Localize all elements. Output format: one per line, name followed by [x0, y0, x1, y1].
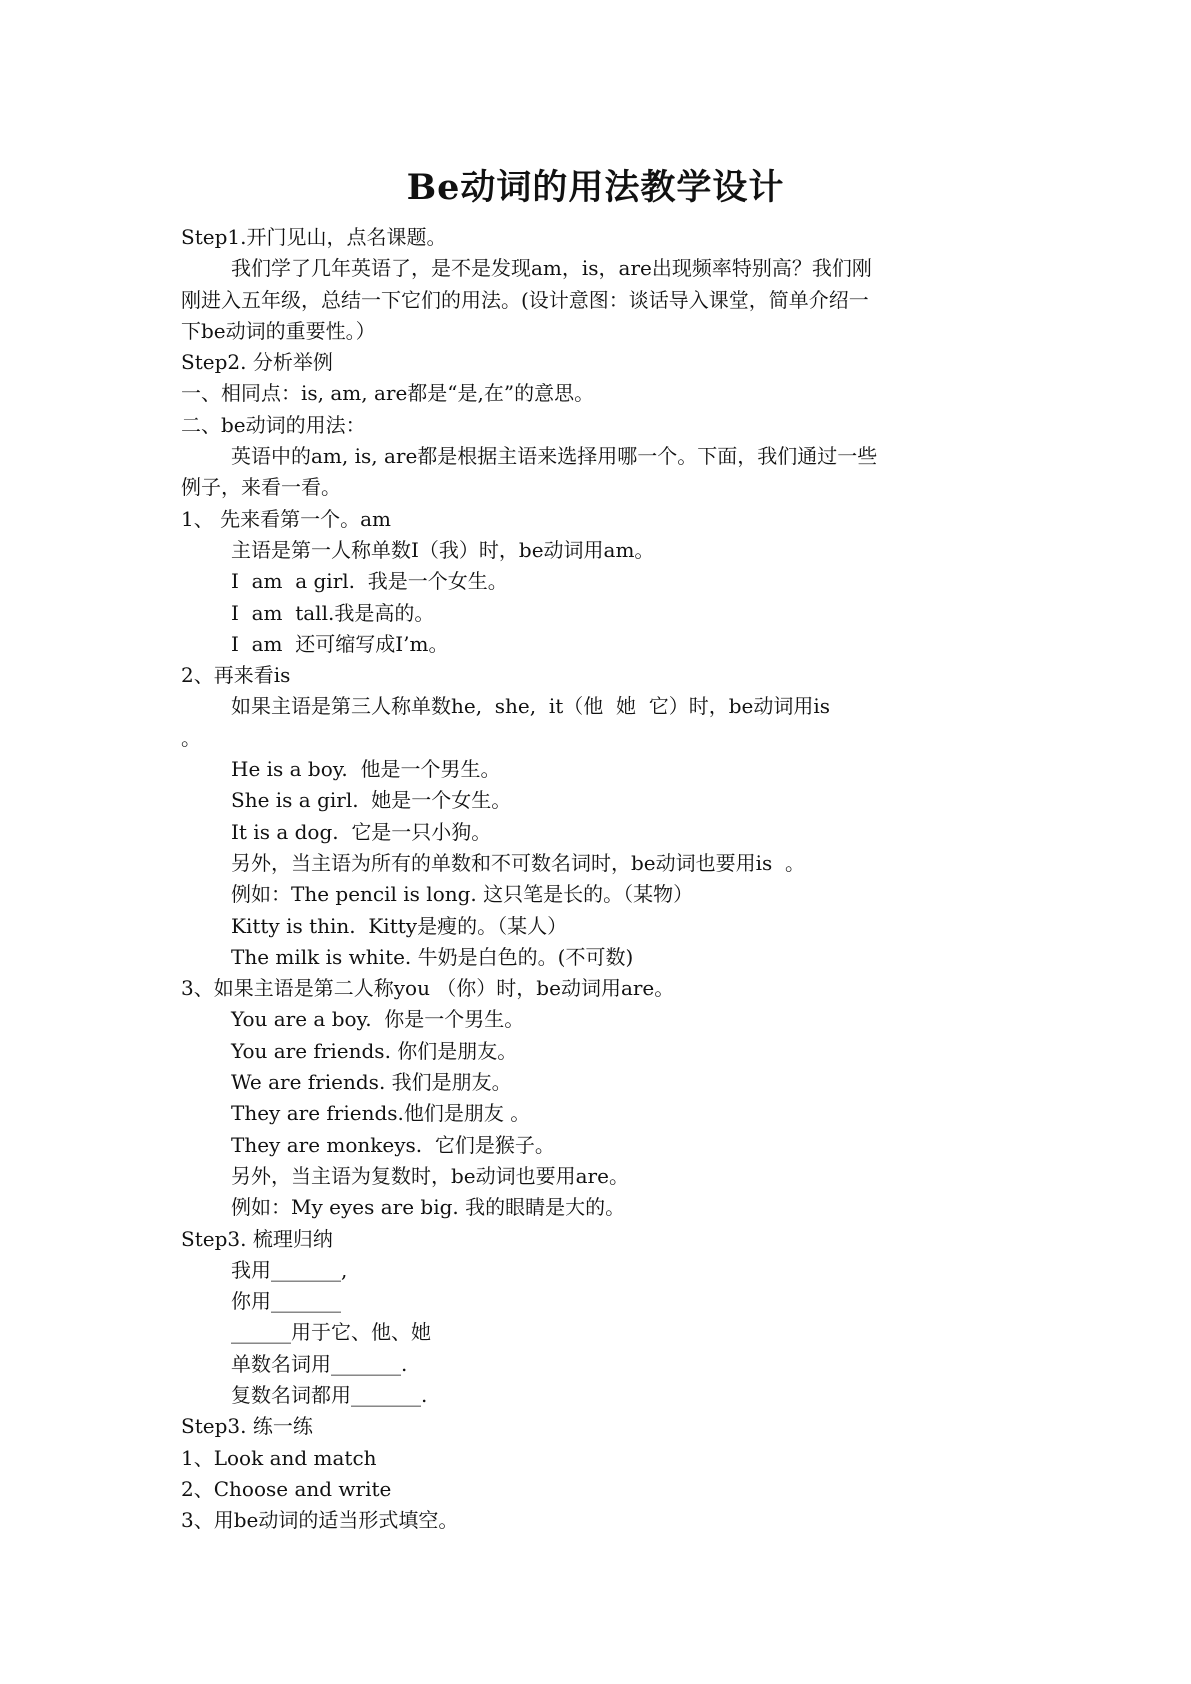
text-line: 我用_______, [231, 1257, 348, 1282]
text-line: Step2. 分析举例 [181, 350, 333, 375]
text-line: 例子，来看一看。 [181, 475, 341, 500]
text-line: 一、相同点：is, am, are都是“是,在”的意思。 [181, 381, 595, 406]
text-line: I am tall.我是高的。 [231, 600, 435, 625]
text-line: They are friends.他们是朋友 。 [231, 1101, 531, 1126]
document-body [181, 222, 1021, 1536]
text-line: 3、如果主语是第二人称you （你）时，be动词用are。 [181, 976, 675, 1001]
text-line: 2、再来看is [181, 663, 291, 688]
text-line: 例如：The pencil is long. 这只笔是长的。（某物） [231, 882, 694, 907]
text-line: 二、be动词的用法： [181, 412, 366, 437]
text-line: Step1.开门见山，点名课题。 [181, 225, 447, 249]
text-line: 复数名词都用_______. [231, 1382, 428, 1407]
text-line: We are friends. 我们是朋友。 [231, 1070, 512, 1095]
text-line: 你用_______ [231, 1289, 341, 1314]
text-line: He is a boy. 他是一个男生。 [231, 757, 501, 782]
text-line: Step3. 练一练 [181, 1414, 313, 1439]
text-line: 英语中的am, is, are都是根据主语来选择用哪一个。下面，我们通过一些 [231, 444, 878, 469]
text-line: 下be动词的重要性。） [181, 318, 376, 343]
text-line: Kitty is thin. Kitty是瘦的。（某人） [231, 913, 568, 938]
text-line: I am 还可缩写成I’m。 [231, 631, 449, 656]
text-line: 例如：My eyes are big. 我的眼睛是大的。 [231, 1195, 626, 1220]
text-line: ______用于它、他、她 [231, 1320, 431, 1345]
text-line: 主语是第一人称单数I（我）时，be动词用am。 [231, 537, 655, 562]
text-line: You are friends. 你们是朋友。 [231, 1038, 518, 1063]
text-line: 刚进入五年级，总结一下它们的用法。(设计意图：谈话导入课堂，简单介绍一 [181, 287, 869, 312]
text-line: 1、 先来看第一个。am [181, 506, 391, 531]
text-line: 2、Choose and write [181, 1476, 392, 1501]
text-line: 如果主语是第三人称单数he, she, it（他 她 它）时，be动词用is [231, 694, 831, 719]
text-line: 单数名词用_______. [231, 1351, 408, 1376]
text-line: I am a girl. 我是一个女生。 [231, 569, 508, 594]
text-line: 1、Look and match [181, 1445, 377, 1470]
text-line: 3、用be动词的适当形式填空。 [181, 1508, 459, 1533]
text-line: 另外，当主语为所有的单数和不可数名词时，be动词也要用is 。 [231, 850, 806, 875]
text-line: You are a boy. 你是一个男生。 [231, 1007, 525, 1032]
text-line: The milk is white. 牛奶是白色的。(不可数) [231, 944, 634, 969]
text-line: 我们学了几年英语了，是不是发现am，is，are出现频率特别高？我们刚 [231, 256, 872, 281]
text-line: Step3. 梳理归纳 [181, 1226, 333, 1251]
document-title: Be动词的用法教学设计 [406, 167, 785, 208]
text-line: 。 [181, 725, 201, 750]
text-line: It is a dog. 它是一只小狗。 [231, 819, 492, 844]
text-line: They are monkeys. 它们是猴子。 [231, 1132, 555, 1157]
text-line: She is a girl. 她是一个女生。 [231, 788, 512, 813]
text-line: 另外，当主语为复数时，be动词也要用are。 [231, 1163, 629, 1188]
